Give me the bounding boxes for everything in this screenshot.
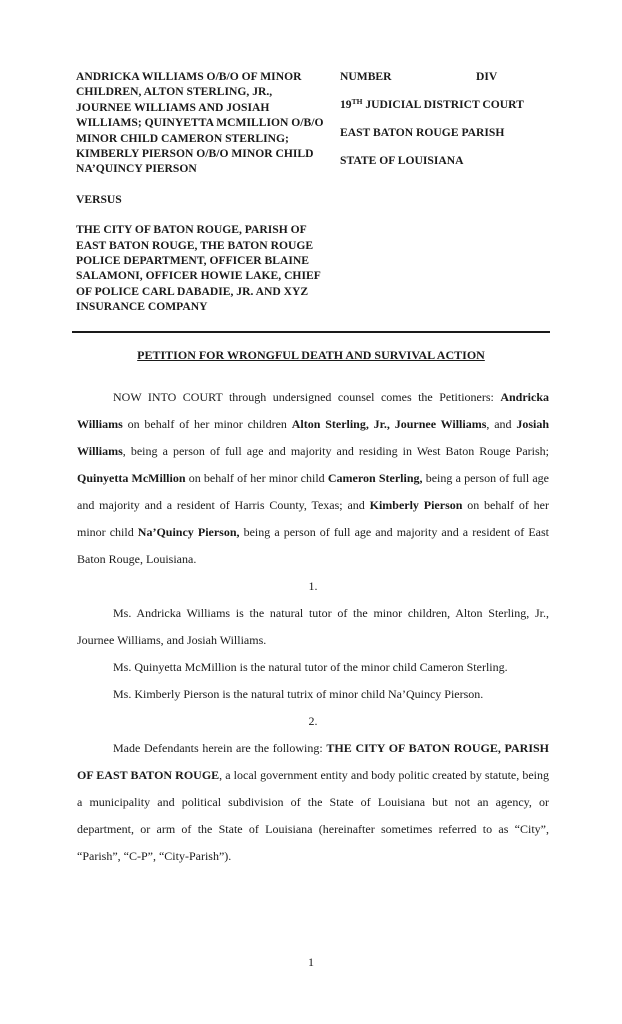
defendant-name: THE CITY OF BATON ROUGE, PARISH OF EAST BATON ROUGE bbox=[77, 741, 549, 782]
petitioner-name: Josiah Williams bbox=[77, 417, 550, 458]
paragraph-number-2: 2. bbox=[308, 714, 318, 728]
para2-text bbox=[77, 735, 549, 870]
paragraph-number-1: 1. bbox=[308, 579, 318, 593]
court-number-suffix: TH bbox=[351, 97, 363, 106]
intro-paragraph bbox=[77, 384, 549, 573]
para1-line2: Ms. Quinyetta McMillion is the natural tutor of the minor child Cameron Sterling. bbox=[113, 660, 508, 674]
petitioner-name: Alton Sterling, Jr., Journee Williams bbox=[291, 417, 487, 431]
plaintiffs-block: ANDRICKA WILLIAMS O/B/O OF MINOR CHILDREN, ALTON STERLING, JR., JOURNEE WILLIAMS AND JOSIAH WILLIAMS; QUINYETTA MCMILLION O/B/O MINOR CHILD CAMERON STERLING; KIMBERLY PIERSON O/B/O MINOR CHILD NA’QUINCY PIERSON bbox=[76, 70, 324, 176]
case-caption-court bbox=[340, 69, 580, 181]
number-label: NUMBER bbox=[340, 70, 392, 83]
court-name bbox=[340, 97, 580, 125]
parish-name: EAST BATON ROUGE PARISH bbox=[340, 126, 505, 139]
case-number-row bbox=[340, 69, 580, 97]
intro-text: , and bbox=[486, 417, 517, 431]
defendants-block: THE CITY OF BATON ROUGE, PARISH OF EAST BATON ROUGE, THE BATON ROUGE POLICE DEPARTMENT, OFFICER BLAINE SALAMONI, OFFICER HOWIE LAKE, CHIEF OF POLICE CARL DABADIE, JR. AND XYZ INSURANCE COMPANY bbox=[76, 223, 321, 314]
intro-text: on behalf of her minor children bbox=[122, 417, 292, 431]
petitioner-name: Na’Quincy Pierson, bbox=[137, 525, 240, 539]
petitioner-name: Quinyetta McMillion bbox=[77, 471, 186, 485]
document-title: PETITION FOR WRONGFUL DEATH AND SURVIVAL ACTION bbox=[137, 348, 485, 362]
intro-text: being a person of full age and majority and a resident of Harris County, Texas; and bbox=[77, 471, 550, 512]
intro-text: on behalf of her minor child bbox=[185, 471, 328, 485]
court-number: 19 bbox=[340, 98, 352, 111]
div-label: DIV bbox=[476, 70, 498, 83]
para1-line1: Ms. Andricka Williams is the natural tutor of the minor children, Alton Sterling, Jr., Journee Williams, and Josiah Williams. bbox=[77, 606, 549, 647]
intro-text: , being a person of full age and majority and residing in West Baton Rouge Parish; bbox=[122, 444, 549, 458]
petitioner-name: Kimberly Pierson bbox=[369, 498, 463, 512]
intro-text: on behalf of her minor child bbox=[77, 498, 549, 539]
court-name-text: JUDICIAL DISTRICT COURT bbox=[362, 98, 524, 111]
versus-label: VERSUS bbox=[76, 192, 122, 206]
para2-lead: Made Defendants herein are the following: bbox=[113, 741, 327, 755]
petitioner-name: Cameron Sterling, bbox=[327, 471, 423, 485]
document-body bbox=[77, 384, 549, 870]
para2-body: , a local government entity and body politic created by statute, being a municipality and political subdivision of the State of Louisiana but not an agency, or department, or arm of the State of Louisiana (hereinafter sometimes referred to as “City”, “Parish”, “C-P”, “City-Parish”). bbox=[77, 768, 549, 863]
para1-line3: Ms. Kimberly Pierson is the natural tutrix of minor child Na’Quincy Pierson. bbox=[113, 687, 484, 701]
case-caption-parties bbox=[76, 69, 324, 315]
intro-text: being a person of full age and majority and a resident of East Baton Rouge, Louisiana. bbox=[77, 525, 549, 566]
state-name: STATE OF LOUISIANA bbox=[340, 154, 464, 167]
intro-text: NOW INTO COURT through undersigned counsel comes the Petitioners: bbox=[113, 390, 501, 404]
caption-divider bbox=[72, 331, 550, 333]
page-number: 1 bbox=[308, 955, 314, 969]
petitioner-name: Andricka Williams bbox=[77, 390, 549, 431]
